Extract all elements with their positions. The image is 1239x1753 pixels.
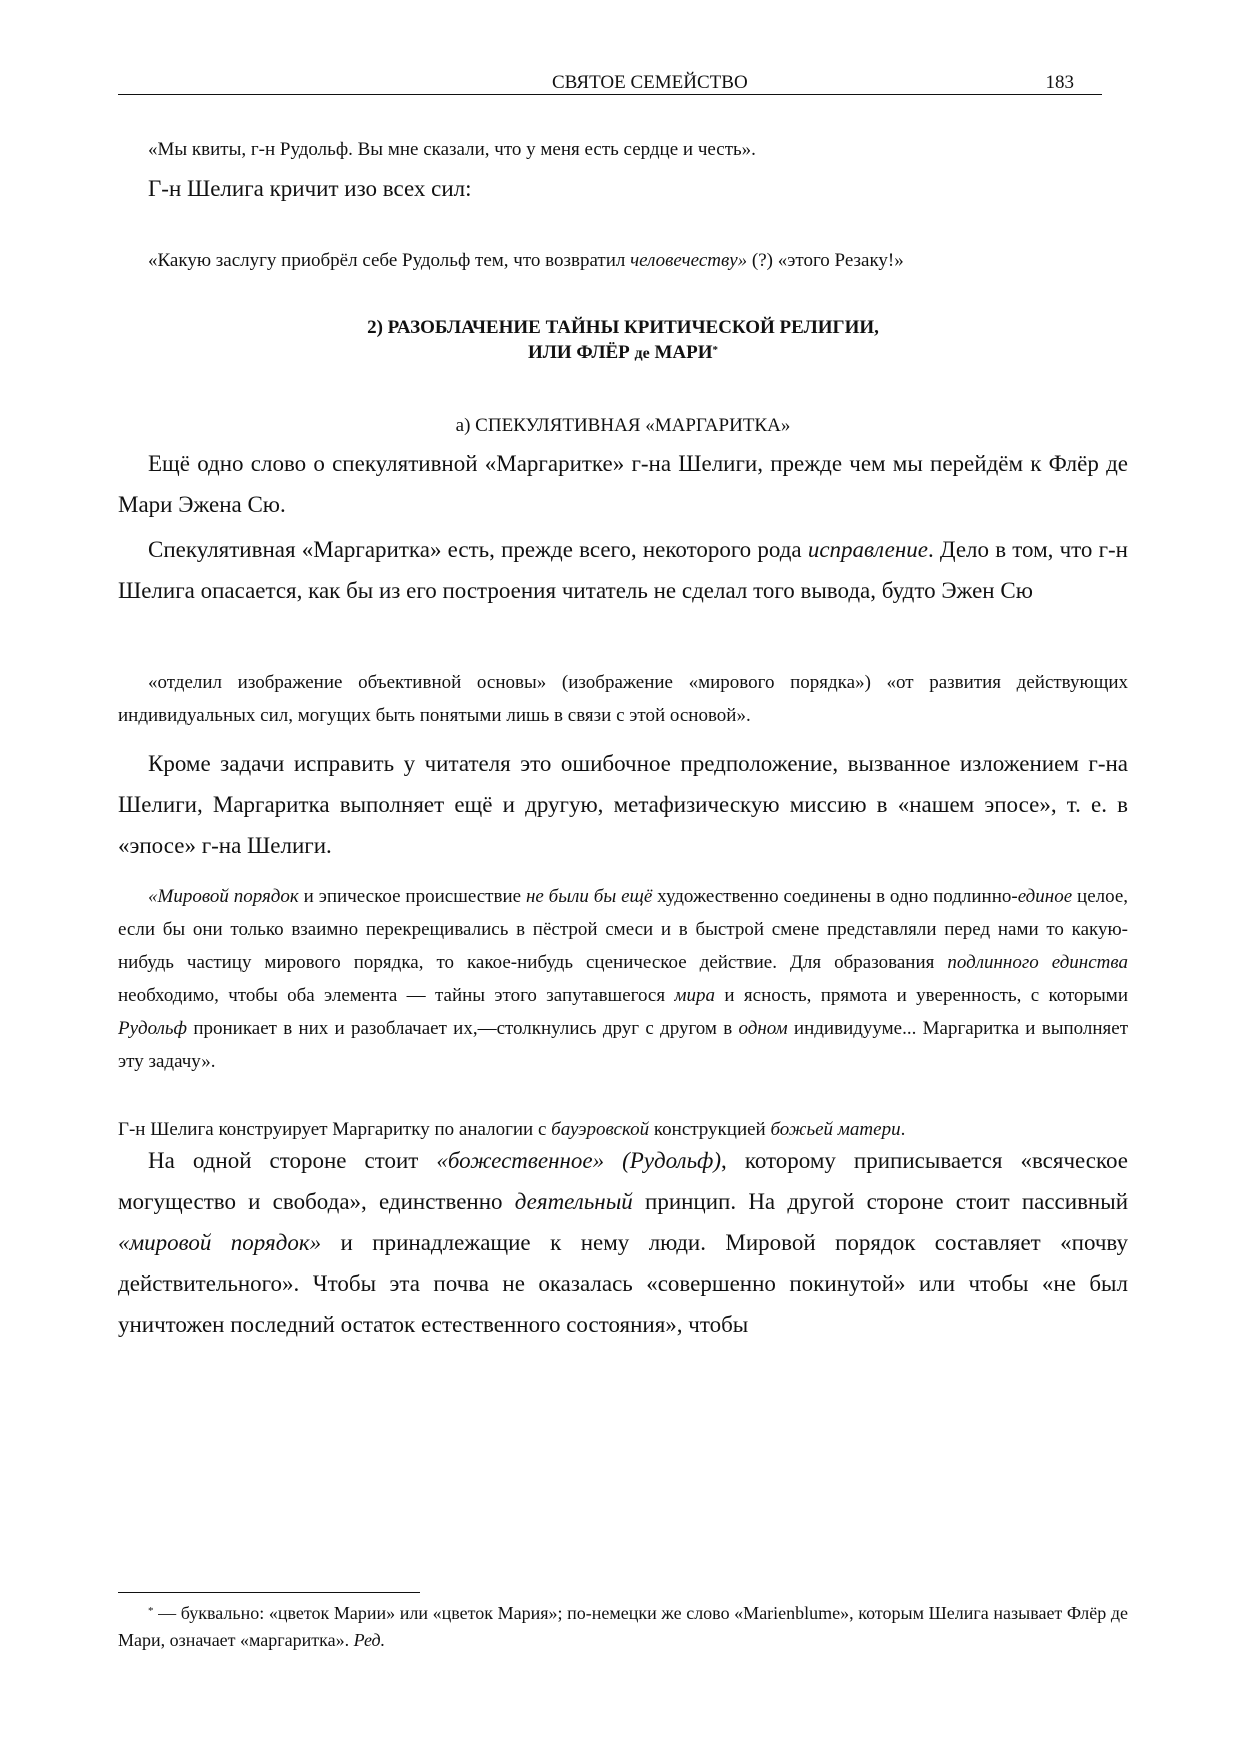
footnote: * — буквально: «цветок Марии» или «цветок Мария»; по-немецки же слово «Marienblume», которым Шелига называет Флёр де Мари, означает «маргаритка». Ред. — [118, 1603, 1128, 1650]
running-title: СВЯТОЕ СЕМЕЙСТВО — [552, 72, 748, 93]
paragraph-6: На одной стороне стоит «божественное» (Рудольф), которому приписывается «всяческое могущество и свобода», единственно деятельный принцип. На другой стороне стоит пассивный «мировой порядок» и принадлежащие к нему люди. Мировой порядок составляет «почву действительного». Чтобы эта почва не оказалась «совершенно покинутой» или чтобы «не был уничтожен последний остаток естественного состояния», чтобы — [118, 1148, 1129, 1337]
paragraph-2: Ещё одно слово о спекулятивной «Маргаритке» г-на Шелиги, прежде чем мы перейдём к Флёр де Мари Эжена Сю. — [118, 451, 1128, 517]
quote-4: «Мировой порядок и эпическое происшествие не были бы ещё художественно соединены в одно подлинно-единое целое, если бы они только взаимно перекрещивались в пёстрой смеси и в быстрой смене представляли перед нами то какую-нибудь частицу мирового порядка, то какое-нибудь сценическое действие. Для образования подлинного единства необходимо, чтобы оба элемента — тайны этого запутавшегося мира и ясность, прямота и уверенность, с которыми Рудольф проникает в них и разоблачает их,—столкнулись друг с другом в одном индивидууме... Маргаритка и выполняет эту задачу». — [118, 886, 1129, 1072]
footnote-marker: * — [712, 344, 719, 356]
paragraph-1: Г-н Шелига кричит изо всех сил: — [148, 176, 472, 201]
paragraph-5: Г-н Шелига конструирует Маргаритку по аналогии с бауэровской конструкцией божьей матери. — [118, 1119, 906, 1140]
footnote-divider — [118, 1592, 420, 1593]
section-heading: 2) РАЗОБЛАЧЕНИЕ ТАЙНЫ КРИТИЧЕСКОЙ РЕЛИГИИ, ИЛИ ФЛЁР де МАРИ* — [367, 317, 879, 363]
paragraph-3: Спекулятивная «Маргаритка» есть, прежде всего, некоторого рода исправление. Дело в том, что г-н Шелига опасается, как бы из его построения читатель не сделал того вывода, будто Эжен Сю — [118, 537, 1128, 603]
quote-2: «Какую заслугу приобрёл себе Рудольф тем, что возвратил человечеству» (?) «этого Резаку!» — [148, 250, 904, 271]
running-header — [118, 70, 1102, 95]
quote-3: «отделил изображение объективной основы» (изображение «мирового порядка») «от развития действующих индивидуальных сил, могущих быть понятыми лишь в связи с этой основой». — [118, 672, 1128, 726]
paragraph-4: Кроме задачи исправить у читателя это ошибочное предположение, вызванное изложением г-на Шелиги, Маргаритка выполняет ещё и другую, метафизическую миссию в «нашем эпосе», т. е. в «эпосе» г-на Шелиги. — [118, 751, 1128, 858]
subsection-heading: a) СПЕКУЛЯТИВНАЯ «МАРГАРИТКА» — [455, 415, 791, 436]
page-number: 183 — [1045, 72, 1074, 93]
quote-1: «Мы квиты, г-н Рудольф. Вы мне сказали, что у меня есть сердце и честь». — [148, 139, 756, 160]
footnote-marker: * — [148, 1605, 154, 1617]
